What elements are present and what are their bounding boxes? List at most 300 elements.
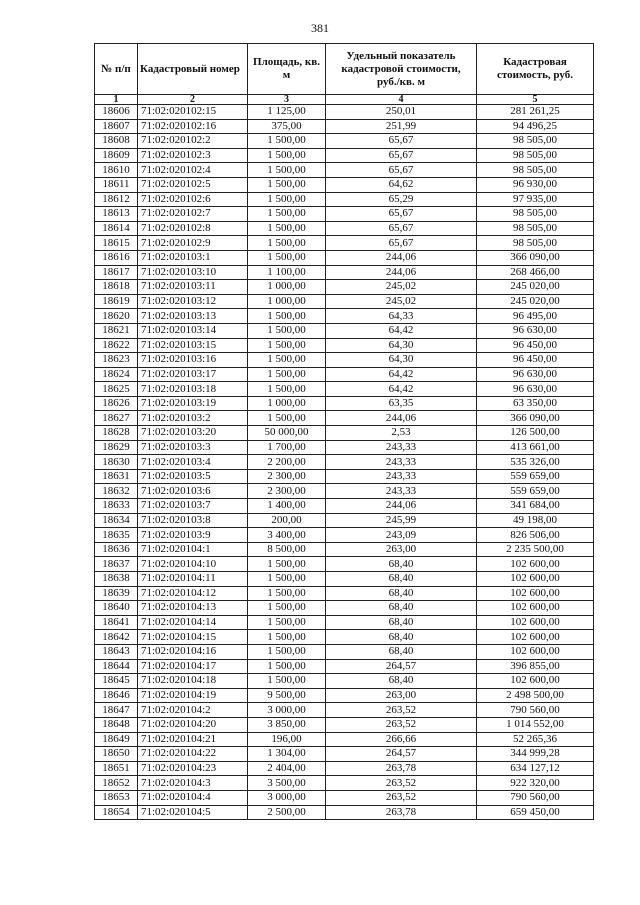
area-cell: 196,00 [248,732,326,747]
cadastral-value-cell: 94 496,25 [477,119,594,134]
area-cell: 1 500,00 [248,338,326,353]
area-cell: 1 500,00 [248,382,326,397]
area-cell: 1 000,00 [248,396,326,411]
cadastral-number-cell: 71:02:020104:18 [138,674,248,689]
table-row [95,163,594,178]
rate-cell: 65,29 [326,192,477,207]
row-number-cell: 18644 [95,659,138,674]
rate-cell: 68,40 [326,586,477,601]
area-cell: 1 500,00 [248,148,326,163]
rate-cell: 244,06 [326,411,477,426]
cadastral-value-cell: 98 505,00 [477,148,594,163]
table-row [95,411,594,426]
rate-cell: 68,40 [326,601,477,616]
table-row [95,192,594,207]
cadastral-number-cell: 71:02:020104:17 [138,659,248,674]
area-cell: 1 500,00 [248,309,326,324]
table-row [95,382,594,397]
row-number-cell: 18607 [95,119,138,134]
column-number: 2 [138,95,248,105]
cadastral-value-table [94,43,594,820]
row-number-cell: 18608 [95,134,138,149]
rate-cell: 64,30 [326,338,477,353]
area-cell: 1 500,00 [248,572,326,587]
rate-cell: 245,02 [326,280,477,295]
area-cell: 2 300,00 [248,469,326,484]
cadastral-number-cell: 71:02:020103:8 [138,513,248,528]
cadastral-value-cell: 366 090,00 [477,250,594,265]
area-cell: 2 200,00 [248,455,326,470]
row-number-cell: 18619 [95,294,138,309]
area-cell: 8 500,00 [248,542,326,557]
row-number-cell: 18652 [95,776,138,791]
table-row [95,630,594,645]
rate-cell: 244,06 [326,250,477,265]
table-row [95,338,594,353]
table-row [95,703,594,718]
cadastral-value-cell: 98 505,00 [477,134,594,149]
area-cell: 3 500,00 [248,776,326,791]
area-cell: 1 500,00 [248,557,326,572]
area-cell: 1 500,00 [248,177,326,192]
cadastral-number-cell: 71:02:020104:1 [138,542,248,557]
table-row [95,396,594,411]
area-cell: 1 700,00 [248,440,326,455]
row-number-cell: 18624 [95,367,138,382]
row-number-cell: 18653 [95,790,138,805]
table-row [95,250,594,265]
table-row [95,309,594,324]
rate-cell: 65,67 [326,134,477,149]
table-row [95,440,594,455]
cadastral-number-cell: 71:02:020103:18 [138,382,248,397]
cadastral-value-cell: 98 505,00 [477,207,594,222]
header-row [95,44,594,95]
cadastral-value-cell: 659 450,00 [477,805,594,820]
cadastral-number-cell: 71:02:020103:14 [138,323,248,338]
table-row [95,221,594,236]
row-number-cell: 18651 [95,761,138,776]
rate-cell: 243,33 [326,469,477,484]
rate-cell: 243,09 [326,528,477,543]
table-row [95,572,594,587]
cadastral-value-cell: 98 505,00 [477,236,594,251]
rate-cell: 251,99 [326,119,477,134]
header-area: Площадь, кв. м [248,44,326,95]
table-row [95,513,594,528]
cadastral-number-cell: 71:02:020103:15 [138,338,248,353]
cadastral-number-cell: 71:02:020104:10 [138,557,248,572]
area-cell: 375,00 [248,119,326,134]
cadastral-number-cell: 71:02:020104:12 [138,586,248,601]
cadastral-value-cell: 2 498 500,00 [477,688,594,703]
cadastral-value-cell: 102 600,00 [477,572,594,587]
cadastral-number-cell: 71:02:020102:6 [138,192,248,207]
table-row [95,105,594,120]
area-cell: 1 500,00 [248,192,326,207]
cadastral-value-cell: 126 500,00 [477,426,594,441]
cadastral-number-cell: 71:02:020104:13 [138,601,248,616]
area-cell: 3 400,00 [248,528,326,543]
area-cell: 1 500,00 [248,630,326,645]
row-number-cell: 18648 [95,717,138,732]
cadastral-value-cell: 341 684,00 [477,499,594,514]
cadastral-value-cell: 922 320,00 [477,776,594,791]
cadastral-value-cell: 102 600,00 [477,674,594,689]
rate-cell: 65,67 [326,163,477,178]
row-number-cell: 18638 [95,572,138,587]
cadastral-number-cell: 71:02:020103:17 [138,367,248,382]
cadastral-number-cell: 71:02:020102:8 [138,221,248,236]
row-number-cell: 18647 [95,703,138,718]
area-cell: 3 000,00 [248,790,326,805]
cadastral-number-cell: 71:02:020103:11 [138,280,248,295]
row-number-cell: 18640 [95,601,138,616]
table-row [95,469,594,484]
area-cell: 1 000,00 [248,294,326,309]
area-cell: 1 500,00 [248,411,326,426]
row-number-cell: 18642 [95,630,138,645]
row-number-cell: 18617 [95,265,138,280]
rate-cell: 68,40 [326,557,477,572]
cadastral-value-cell: 245 020,00 [477,280,594,295]
cadastral-value-cell: 245 020,00 [477,294,594,309]
cadastral-value-cell: 98 505,00 [477,163,594,178]
cadastral-number-cell: 71:02:020103:16 [138,353,248,368]
cadastral-value-cell: 96 495,00 [477,309,594,324]
cadastral-value-cell: 826 506,00 [477,528,594,543]
table-row [95,134,594,149]
cadastral-number-cell: 71:02:020103:5 [138,469,248,484]
row-number-cell: 18632 [95,484,138,499]
row-number-cell: 18637 [95,557,138,572]
cadastral-value-cell: 96 930,00 [477,177,594,192]
table-row [95,207,594,222]
table-row [95,353,594,368]
rate-cell: 245,99 [326,513,477,528]
row-number-cell: 18614 [95,221,138,236]
cadastral-number-cell: 71:02:020102:4 [138,163,248,178]
area-cell: 1 500,00 [248,323,326,338]
rate-cell: 64,42 [326,323,477,338]
rate-cell: 68,40 [326,644,477,659]
cadastral-number-cell: 71:02:020104:5 [138,805,248,820]
cadastral-value-cell: 102 600,00 [477,557,594,572]
cadastral-value-cell: 97 935,00 [477,192,594,207]
table-row [95,790,594,805]
rate-cell: 263,78 [326,761,477,776]
row-number-cell: 18634 [95,513,138,528]
table-row [95,776,594,791]
row-number-cell: 18621 [95,323,138,338]
cadastral-value-cell: 634 127,12 [477,761,594,776]
table-row [95,615,594,630]
column-number: 5 [477,95,594,105]
table-row [95,747,594,762]
row-number-cell: 18626 [95,396,138,411]
row-number-cell: 18645 [95,674,138,689]
cadastral-value-cell: 790 560,00 [477,703,594,718]
area-cell: 1 500,00 [248,207,326,222]
cadastral-number-cell: 71:02:020104:14 [138,615,248,630]
row-number-cell: 18609 [95,148,138,163]
row-number-cell: 18646 [95,688,138,703]
area-cell: 1 500,00 [248,367,326,382]
area-cell: 1 500,00 [248,221,326,236]
cadastral-number-cell: 71:02:020103:10 [138,265,248,280]
rate-cell: 243,33 [326,455,477,470]
area-cell: 200,00 [248,513,326,528]
rate-cell: 68,40 [326,630,477,645]
cadastral-value-cell: 102 600,00 [477,644,594,659]
area-cell: 1 100,00 [248,265,326,280]
rate-cell: 263,52 [326,703,477,718]
area-cell: 1 400,00 [248,499,326,514]
area-cell: 1 304,00 [248,747,326,762]
row-number-cell: 18627 [95,411,138,426]
row-number-cell: 18616 [95,250,138,265]
table-row [95,542,594,557]
rate-cell: 263,78 [326,805,477,820]
row-number-cell: 18625 [95,382,138,397]
table-row [95,294,594,309]
cadastral-value-cell: 98 505,00 [477,221,594,236]
row-number-cell: 18610 [95,163,138,178]
rate-cell: 64,30 [326,353,477,368]
rate-cell: 68,40 [326,572,477,587]
row-number-cell: 18629 [95,440,138,455]
cadastral-number-cell: 71:02:020104:2 [138,703,248,718]
cadastral-number-cell: 71:02:020104:20 [138,717,248,732]
cadastral-value-cell: 396 855,00 [477,659,594,674]
cadastral-number-cell: 71:02:020103:20 [138,426,248,441]
row-number-cell: 18606 [95,105,138,120]
cadastral-number-cell: 71:02:020104:4 [138,790,248,805]
area-cell: 1 500,00 [248,353,326,368]
cadastral-number-cell: 71:02:020104:16 [138,644,248,659]
table-row [95,265,594,280]
row-number-cell: 18636 [95,542,138,557]
rate-cell: 64,62 [326,177,477,192]
area-cell: 2 300,00 [248,484,326,499]
cadastral-value-cell: 344 999,28 [477,747,594,762]
rate-cell: 263,52 [326,790,477,805]
cadastral-number-cell: 71:02:020103:1 [138,250,248,265]
header-cadastral-value: Кадастровая стоимость, руб. [477,44,594,95]
area-cell: 3 000,00 [248,703,326,718]
cadastral-number-cell: 71:02:020102:5 [138,177,248,192]
table-row [95,177,594,192]
area-cell: 2 404,00 [248,761,326,776]
header-rate: Удельный показатель кадастровой стоимости, руб./кв. м [326,44,477,95]
table-row [95,426,594,441]
table-row [95,601,594,616]
column-number: 4 [326,95,477,105]
cadastral-value-cell: 2 235 500,00 [477,542,594,557]
row-number-cell: 18643 [95,644,138,659]
table-row [95,484,594,499]
cadastral-value-cell: 1 014 552,00 [477,717,594,732]
cadastral-value-cell: 366 090,00 [477,411,594,426]
header-cadastral-number: Кадастровый номер [138,44,248,95]
cadastral-value-cell: 281 261,25 [477,105,594,120]
row-number-cell: 18620 [95,309,138,324]
table-row [95,732,594,747]
column-number: 1 [95,95,138,105]
cadastral-number-cell: 71:02:020102:9 [138,236,248,251]
area-cell: 1 125,00 [248,105,326,120]
cadastral-value-cell: 63 350,00 [477,396,594,411]
row-number-cell: 18615 [95,236,138,251]
row-number-cell: 18641 [95,615,138,630]
area-cell: 3 850,00 [248,717,326,732]
table-row [95,688,594,703]
rate-cell: 263,00 [326,688,477,703]
row-number-cell: 18631 [95,469,138,484]
row-number-cell: 18612 [95,192,138,207]
cadastral-value-cell: 96 450,00 [477,353,594,368]
rate-cell: 64,42 [326,367,477,382]
rate-cell: 65,67 [326,148,477,163]
header-num: № п/п [95,44,138,95]
cadastral-number-cell: 71:02:020103:12 [138,294,248,309]
row-number-cell: 18611 [95,177,138,192]
cadastral-number-cell: 71:02:020103:9 [138,528,248,543]
area-cell: 1 500,00 [248,615,326,630]
table-row [95,236,594,251]
rate-cell: 64,42 [326,382,477,397]
rate-cell: 243,33 [326,484,477,499]
rate-cell: 244,06 [326,499,477,514]
table-row [95,659,594,674]
cadastral-value-cell: 102 600,00 [477,586,594,601]
area-cell: 1 500,00 [248,659,326,674]
table-row [95,586,594,601]
row-number-cell: 18654 [95,805,138,820]
column-number: 3 [248,95,326,105]
cadastral-number-cell: 71:02:020104:11 [138,572,248,587]
cadastral-value-cell: 102 600,00 [477,630,594,645]
table-row [95,761,594,776]
area-cell: 1 000,00 [248,280,326,295]
cadastral-value-cell: 559 659,00 [477,469,594,484]
rate-cell: 250,01 [326,105,477,120]
table-row [95,717,594,732]
row-number-cell: 18649 [95,732,138,747]
table-row [95,280,594,295]
rate-cell: 64,33 [326,309,477,324]
table-row [95,805,594,820]
row-number-cell: 18630 [95,455,138,470]
area-cell: 1 500,00 [248,250,326,265]
rate-cell: 65,67 [326,236,477,251]
area-cell: 1 500,00 [248,163,326,178]
cadastral-number-cell: 71:02:020104:3 [138,776,248,791]
cadastral-number-cell: 71:02:020103:13 [138,309,248,324]
table-row [95,148,594,163]
area-cell: 1 500,00 [248,236,326,251]
cadastral-number-cell: 71:02:020102:7 [138,207,248,222]
cadastral-value-cell: 268 466,00 [477,265,594,280]
cadastral-value-cell: 790 560,00 [477,790,594,805]
table-row [95,674,594,689]
cadastral-number-cell: 71:02:020103:4 [138,455,248,470]
rate-cell: 65,67 [326,207,477,222]
cadastral-value-cell: 96 450,00 [477,338,594,353]
column-number-row [95,95,594,105]
cadastral-value-cell: 102 600,00 [477,615,594,630]
rate-cell: 264,57 [326,659,477,674]
cadastral-value-cell: 96 630,00 [477,367,594,382]
rate-cell: 68,40 [326,674,477,689]
cadastral-number-cell: 71:02:020103:19 [138,396,248,411]
cadastral-number-cell: 71:02:020103:2 [138,411,248,426]
area-cell: 2 500,00 [248,805,326,820]
cadastral-value-cell: 102 600,00 [477,601,594,616]
row-number-cell: 18623 [95,353,138,368]
cadastral-number-cell: 71:02:020103:6 [138,484,248,499]
cadastral-number-cell: 71:02:020104:15 [138,630,248,645]
page-number: 381 [311,21,329,35]
rate-cell: 245,02 [326,294,477,309]
rate-cell: 263,52 [326,776,477,791]
cadastral-value-cell: 413 661,00 [477,440,594,455]
table-row [95,644,594,659]
row-number-cell: 18635 [95,528,138,543]
rate-cell: 244,06 [326,265,477,280]
area-cell: 1 500,00 [248,644,326,659]
row-number-cell: 18628 [95,426,138,441]
rate-cell: 264,57 [326,747,477,762]
cadastral-value-cell: 535 326,00 [477,455,594,470]
cadastral-number-cell: 71:02:020104:21 [138,732,248,747]
row-number-cell: 18650 [95,747,138,762]
row-number-cell: 18613 [95,207,138,222]
table-row [95,119,594,134]
table-row [95,367,594,382]
cadastral-value-cell: 96 630,00 [477,323,594,338]
table-body [95,105,594,820]
rate-cell: 263,52 [326,717,477,732]
rate-cell: 63,35 [326,396,477,411]
table-row [95,323,594,338]
table-row [95,528,594,543]
rate-cell: 243,33 [326,440,477,455]
area-cell: 1 500,00 [248,586,326,601]
row-number-cell: 18618 [95,280,138,295]
rate-cell: 68,40 [326,615,477,630]
cadastral-number-cell: 71:02:020103:3 [138,440,248,455]
table-row [95,455,594,470]
cadastral-value-cell: 96 630,00 [477,382,594,397]
cadastral-number-cell: 71:02:020102:15 [138,105,248,120]
area-cell: 1 500,00 [248,674,326,689]
cadastral-number-cell: 71:02:020104:22 [138,747,248,762]
area-cell: 1 500,00 [248,601,326,616]
row-number-cell: 18633 [95,499,138,514]
cadastral-number-cell: 71:02:020102:3 [138,148,248,163]
cadastral-number-cell: 71:02:020102:16 [138,119,248,134]
table-row [95,499,594,514]
area-cell: 9 500,00 [248,688,326,703]
row-number-cell: 18639 [95,586,138,601]
cadastral-number-cell: 71:02:020103:7 [138,499,248,514]
table-row [95,557,594,572]
rate-cell: 266,66 [326,732,477,747]
cadastral-number-cell: 71:02:020102:2 [138,134,248,149]
table-header [95,44,594,105]
row-number-cell: 18622 [95,338,138,353]
